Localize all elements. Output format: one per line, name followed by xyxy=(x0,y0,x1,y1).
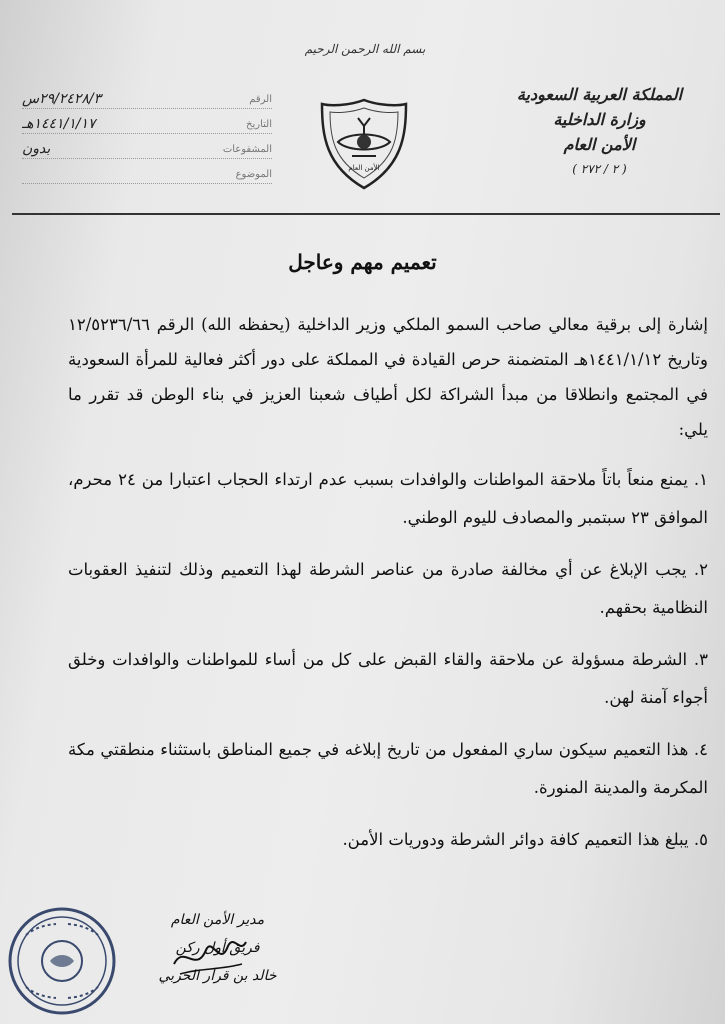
meta-row-subject xyxy=(22,159,272,184)
organization-block xyxy=(492,82,707,182)
emblem-text: الأمن العام xyxy=(348,164,380,172)
org-reference: ( ٢ / ٢٧٢ ) xyxy=(572,162,627,176)
signatory-title: مدير الأمن العام xyxy=(170,912,265,928)
meta-value: ٢٩/٢٤٢٨/٣س xyxy=(22,91,102,107)
org-country: المملكة العربية السعودية xyxy=(516,85,683,104)
meta-label: المشفوعات xyxy=(222,144,272,155)
meta-value: بدون xyxy=(22,141,51,157)
meta-row-date xyxy=(22,109,272,134)
meta-label: الموضوع xyxy=(235,169,272,180)
reference-block xyxy=(22,84,272,184)
signatory-name: خالد بن قرار الحربي xyxy=(158,968,277,984)
signatory-rank: فريق أول ركن xyxy=(175,940,260,956)
document-title: تعميم مهم وعاجل xyxy=(288,250,437,274)
list-item-4: ٤. هذا التعميم سيكون ساري المفعول من تاريخ إبلاغه في جميع المناطق باستثناء منطقتي مكة المكرمة والمدينة المنورة. xyxy=(68,740,708,797)
intro-paragraph: إشارة إلى برقية معالي صاحب السمو الملكي وزير الداخلية (يحفظه الله) الرقم ١٢/٥٢٣٦/٦٦ وتاريخ ١٤٤١/١/١٢هـ المتضمنة حرص القيادة في المملكة على دور أكثر فعالية للمرأة السعودية في المجتمع وانطلاقا من مبدأ الشراكة لكل أطياف شعبنا العزيز في بناء الوطن قد تقرر ما يلي: xyxy=(68,315,708,439)
list-item-1: ١. يمنع منعاً باتاً ملاحقة المواطنات والوافدات بسبب عدم ارتداء الحجاب اعتبارا من ٢٤ محرم، الموافق ٢٣ سبتمبر والمصادف لليوم الوطني. xyxy=(68,470,708,527)
meta-label: التاريخ xyxy=(246,119,272,130)
basmala: بسم الله الرحمن الرحيم xyxy=(304,42,426,56)
meta-row-number xyxy=(22,84,272,109)
meta-row-attachments xyxy=(22,134,272,159)
org-ministry: وزارة الداخلية xyxy=(553,110,646,129)
list-item-5: ٥. يبلغ هذا التعميم كافة دوائر الشرطة ودوريات الأمن. xyxy=(342,830,708,849)
stamp-icon xyxy=(6,905,118,1017)
list-item-2: ٢. يجب الإبلاغ عن أي مخالفة صادرة من عناصر الشرطة لهذا التعميم وذلك لتنفيذ العقوبات النظامية بحقهم. xyxy=(68,560,708,617)
header-divider xyxy=(12,213,720,215)
emblem-icon xyxy=(318,96,410,192)
document-body xyxy=(68,307,708,859)
org-department: الأمن العام xyxy=(563,135,636,154)
meta-value: ١٤٤١/١/١٧هـ xyxy=(22,116,96,132)
meta-label: الرقم xyxy=(249,94,272,105)
signature-mark xyxy=(170,924,250,984)
list-item-3: ٣. الشرطة مسؤولة عن ملاحقة والقاء القبض على كل من أساء للمواطنات والوافدات وخلق أجواء آمنة لهن. xyxy=(68,650,708,707)
